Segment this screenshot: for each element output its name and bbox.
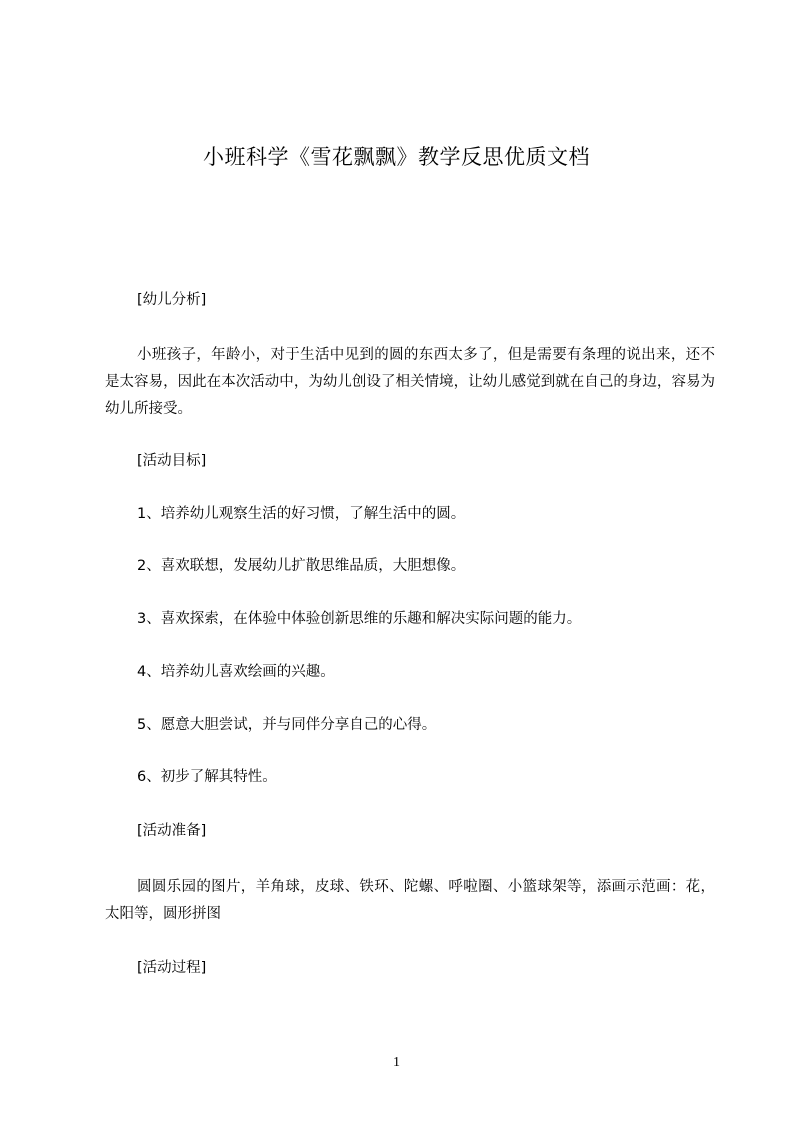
section-heading-process: [活动过程] (137, 960, 207, 976)
preparation-paragraph: 圆圆乐园的图片，羊角球，皮球、铁环、陀螺、呼啦圈、小篮球架等，添画示范画：花，太阳等，圆形拼图 (105, 879, 715, 922)
goal-item: 3、喜欢探索，在体验中体验创新思维的乐趣和解决实际问题的能力。 (137, 611, 582, 627)
goal-item: 6、初步了解其特性。 (137, 769, 277, 785)
goal-item: 4、培养幼儿喜欢绘画的兴趣。 (137, 664, 335, 680)
analysis-paragraph: 小班孩子，年龄小，对于生活中见到的圆的东西太多了，但是需要有条理的说出来，还不是太容易，因此在本次活动中，为幼儿创设了相关情境，让幼儿感觉到就在自己的身边，容易为幼儿所接受。 (105, 347, 715, 417)
goal-item: 5、愿意大胆尝试，并与同伴分享自己的心得。 (137, 717, 437, 733)
goal-item: 2、喜欢联想，发展幼儿扩散思维品质，大胆想像。 (137, 558, 466, 574)
section-heading-goals: [活动目标] (137, 453, 207, 469)
section-heading-preparation: [活动准备] (137, 823, 207, 839)
section-heading-analysis: [幼儿分析] (137, 292, 207, 308)
goal-item: 1、培养幼儿观察生活的好习惯，了解生活中的圆。 (137, 506, 466, 522)
page-number: 1 (393, 1055, 400, 1070)
document-title: 小班科学《雪花飘飘》教学反思优质文档 (203, 145, 590, 169)
